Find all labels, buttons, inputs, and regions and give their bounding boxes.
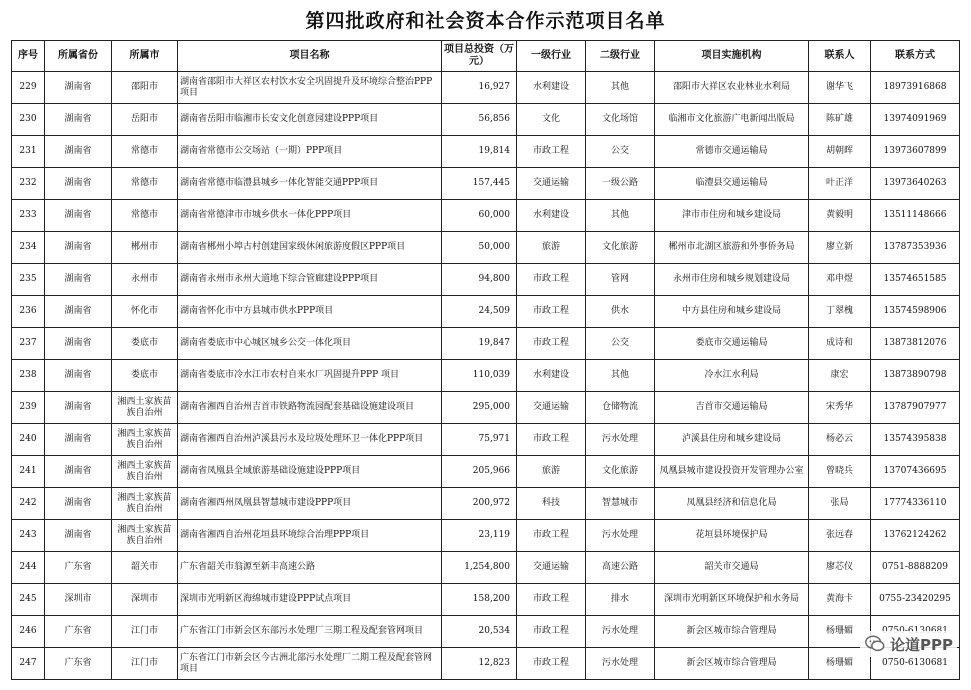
cell-industry-2: 其他 <box>586 360 655 392</box>
cell-agency: 娄底市交通运输局 <box>655 328 809 360</box>
table-row <box>12 456 960 488</box>
cell-investment: 56,856 <box>442 104 517 136</box>
cell-city: 永州市 <box>112 264 178 296</box>
cell-city: 娄底市 <box>112 360 178 392</box>
cell-contact: 曾晓兵 <box>809 456 871 488</box>
cell-project-name: 湖南省凤凰县全域旅游基础设施建设PPP项目 <box>178 456 442 488</box>
cell-industry-2: 污水处理 <box>586 424 655 456</box>
cell-phone: 13787353936 <box>871 232 960 264</box>
cell-no: 236 <box>12 296 45 328</box>
cell-contact: 谢华飞 <box>809 72 871 104</box>
cell-project-name: 湖南省邵阳市大祥区农村饮水安全巩固提升及环境综合整治PPP项目 <box>178 72 442 104</box>
cell-investment: 24,509 <box>442 296 517 328</box>
cell-contact: 廖芯仪 <box>809 552 871 584</box>
cell-industry-2: 排水 <box>586 584 655 616</box>
watermark <box>860 631 957 657</box>
cell-agency: 冷水江水利局 <box>655 360 809 392</box>
cell-project-name: 湖南省湘西州凤凰县智慧城市建设PPP项目 <box>178 488 442 520</box>
cell-agency: 花垣县环境保护局 <box>655 520 809 552</box>
cell-industry-1: 旅游 <box>517 456 586 488</box>
cell-industry-1: 水利建设 <box>517 72 586 104</box>
cell-contact: 邓申煜 <box>809 264 871 296</box>
cell-industry-1: 市政工程 <box>517 616 586 648</box>
cell-investment: 158,200 <box>442 584 517 616</box>
cell-contact: 杨必云 <box>809 424 871 456</box>
cell-contact: 成诗和 <box>809 328 871 360</box>
cell-province: 广东省 <box>45 552 112 584</box>
cell-phone: 13574395838 <box>871 424 960 456</box>
header-project-name: 项目名称 <box>178 41 442 72</box>
cell-project-name: 湖南省常德市临澧县城乡一体化智能交通PPP项目 <box>178 168 442 200</box>
cell-contact: 宋秀华 <box>809 392 871 424</box>
watermark-text: 论道PPP <box>890 635 953 654</box>
header-row <box>12 41 960 72</box>
cell-no: 230 <box>12 104 45 136</box>
table-row <box>12 104 960 136</box>
cell-province: 广东省 <box>45 648 112 680</box>
cell-phone: 13873812076 <box>871 328 960 360</box>
cell-city: 深圳市 <box>112 584 178 616</box>
cell-project-name: 湖南省岳阳市临湘市长安文化创意园建设PPP项目 <box>178 104 442 136</box>
cell-industry-1: 市政工程 <box>517 296 586 328</box>
cell-city: 怀化市 <box>112 296 178 328</box>
cell-industry-2: 公交 <box>586 136 655 168</box>
cell-province: 湖南省 <box>45 232 112 264</box>
cell-industry-1: 市政工程 <box>517 264 586 296</box>
cell-industry-1: 市政工程 <box>517 520 586 552</box>
cell-province: 湖南省 <box>45 104 112 136</box>
table-row <box>12 72 960 104</box>
cell-no: 241 <box>12 456 45 488</box>
cell-project-name: 深圳市光明新区海绵城市建设PPP试点项目 <box>178 584 442 616</box>
cell-agency: 凤凰县经济和信息化局 <box>655 488 809 520</box>
cell-phone: 0751-8888209 <box>871 552 960 584</box>
cell-phone: 13707436695 <box>871 456 960 488</box>
cell-industry-2: 污水处理 <box>586 616 655 648</box>
table-row <box>12 488 960 520</box>
header-investment: 项目总投资（万元） <box>442 41 517 72</box>
cell-agency: 邵阳市大祥区农业林业水利局 <box>655 72 809 104</box>
cell-province: 湖南省 <box>45 72 112 104</box>
cell-industry-2: 污水处理 <box>586 648 655 680</box>
cell-investment: 94,800 <box>442 264 517 296</box>
cell-industry-2: 文化旅游 <box>586 456 655 488</box>
cell-city: 常德市 <box>112 136 178 168</box>
table-row <box>12 296 960 328</box>
project-table <box>11 40 960 680</box>
cell-no: 247 <box>12 648 45 680</box>
cell-contact: 黄海卡 <box>809 584 871 616</box>
cell-city: 常德市 <box>112 168 178 200</box>
cell-phone: 13574651585 <box>871 264 960 296</box>
cell-province: 湖南省 <box>45 456 112 488</box>
cell-no: 237 <box>12 328 45 360</box>
header-phone: 联系方式 <box>871 41 960 72</box>
cell-phone: 13873890798 <box>871 360 960 392</box>
cell-industry-2: 污水处理 <box>586 520 655 552</box>
cell-industry-1: 市政工程 <box>517 328 586 360</box>
table-row <box>12 616 960 648</box>
cell-contact: 黄毅明 <box>809 200 871 232</box>
cell-phone: 13762124262 <box>871 520 960 552</box>
cell-agency: 常德市交通运输局 <box>655 136 809 168</box>
cell-province: 湖南省 <box>45 520 112 552</box>
cell-agency: 泸溪县住房和城乡建设局 <box>655 424 809 456</box>
table-row <box>12 520 960 552</box>
cell-no: 244 <box>12 552 45 584</box>
table-row <box>12 392 960 424</box>
cell-investment: 19,814 <box>442 136 517 168</box>
cell-contact: 陈矿雄 <box>809 104 871 136</box>
cell-agency: 新会区城市综合管理局 <box>655 616 809 648</box>
chat-bubble-icon <box>864 633 886 655</box>
cell-industry-2: 文化场馆 <box>586 104 655 136</box>
cell-contact: 康宏 <box>809 360 871 392</box>
cell-investment: 19,847 <box>442 328 517 360</box>
cell-agency: 中方县住房和城乡建设局 <box>655 296 809 328</box>
cell-phone: 13973640263 <box>871 168 960 200</box>
cell-project-name: 湖南省湘西自治州泸溪县污水及垃圾处理环卫一体化PPP项目 <box>178 424 442 456</box>
cell-project-name: 广东省韶关市翁源至新丰高速公路 <box>178 552 442 584</box>
cell-project-name: 湖南省湘西自治州吉首市铁路物流园配套基础设施建设项目 <box>178 392 442 424</box>
cell-province: 湖南省 <box>45 488 112 520</box>
cell-phone: 13574598906 <box>871 296 960 328</box>
cell-no: 229 <box>12 72 45 104</box>
cell-investment: 50,000 <box>442 232 517 264</box>
cell-no: 246 <box>12 616 45 648</box>
header-province: 所属省份 <box>45 41 112 72</box>
cell-phone: 13787907977 <box>871 392 960 424</box>
cell-contact: 叶正洋 <box>809 168 871 200</box>
table-row <box>12 232 960 264</box>
cell-agency: 郴州市北湖区旅游和外事侨务局 <box>655 232 809 264</box>
cell-city: 常德市 <box>112 200 178 232</box>
cell-phone: 0750-6130681 <box>871 648 960 680</box>
cell-project-name: 湖南省娄底市中心城区城乡公交一体化项目 <box>178 328 442 360</box>
cell-agency: 永州市住房和城乡规划建设局 <box>655 264 809 296</box>
cell-province: 湖南省 <box>45 264 112 296</box>
cell-project-name: 湖南省永州市永州大道地下综合管廊建设PPP项目 <box>178 264 442 296</box>
cell-no: 235 <box>12 264 45 296</box>
cell-industry-2: 公交 <box>586 328 655 360</box>
cell-city: 江门市 <box>112 616 178 648</box>
cell-industry-1: 文化 <box>517 104 586 136</box>
cell-agency: 韶关市交通局 <box>655 552 809 584</box>
cell-industry-1: 交通运输 <box>517 168 586 200</box>
cell-contact: 廖立新 <box>809 232 871 264</box>
cell-province: 湖南省 <box>45 392 112 424</box>
cell-city: 湘西土家族苗族自治州 <box>112 424 178 456</box>
cell-agency: 津市市住房和城乡建设局 <box>655 200 809 232</box>
cell-contact: 张局 <box>809 488 871 520</box>
cell-industry-2: 智慧城市 <box>586 488 655 520</box>
cell-industry-2: 供水 <box>586 296 655 328</box>
cell-city: 江门市 <box>112 648 178 680</box>
cell-contact: 杨珊媚 <box>809 616 871 648</box>
cell-city: 邵阳市 <box>112 72 178 104</box>
cell-no: 242 <box>12 488 45 520</box>
cell-industry-1: 市政工程 <box>517 584 586 616</box>
cell-no: 234 <box>12 232 45 264</box>
cell-investment: 157,445 <box>442 168 517 200</box>
cell-investment: 295,000 <box>442 392 517 424</box>
cell-province: 湖南省 <box>45 136 112 168</box>
cell-province: 湖南省 <box>45 296 112 328</box>
cell-agency: 新会区城市综合管理局 <box>655 648 809 680</box>
cell-industry-2: 文化旅游 <box>586 232 655 264</box>
cell-agency: 临湘市文化旅游广电新闻出版局 <box>655 104 809 136</box>
cell-phone: 13511148666 <box>871 200 960 232</box>
cell-investment: 205,966 <box>442 456 517 488</box>
cell-industry-1: 市政工程 <box>517 424 586 456</box>
cell-industry-1: 交通运输 <box>517 552 586 584</box>
cell-investment: 60,000 <box>442 200 517 232</box>
cell-phone: 17774336110 <box>871 488 960 520</box>
cell-industry-2: 高速公路 <box>586 552 655 584</box>
cell-industry-1: 科技 <box>517 488 586 520</box>
cell-project-name: 湖南省湘西自治州花垣县环境综合治理PPP项目 <box>178 520 442 552</box>
cell-province: 广东省 <box>45 616 112 648</box>
cell-project-name: 湖南省常德津市市城乡供水一体化PPP项目 <box>178 200 442 232</box>
cell-contact: 丁翠槐 <box>809 296 871 328</box>
header-industry-2: 二级行业 <box>586 41 655 72</box>
cell-city: 湘西土家族苗族自治州 <box>112 488 178 520</box>
cell-industry-2: 仓储物流 <box>586 392 655 424</box>
cell-province: 湖南省 <box>45 168 112 200</box>
cell-investment: 16,927 <box>442 72 517 104</box>
table-row <box>12 584 960 616</box>
cell-agency: 临澧县交通运输局 <box>655 168 809 200</box>
cell-no: 233 <box>12 200 45 232</box>
table-row <box>12 136 960 168</box>
cell-phone: 18973916868 <box>871 72 960 104</box>
cell-investment: 200,972 <box>442 488 517 520</box>
cell-project-name: 湖南省常德市公交场站（一期）PPP项目 <box>178 136 442 168</box>
cell-city: 湘西土家族苗族自治州 <box>112 456 178 488</box>
cell-investment: 110,039 <box>442 360 517 392</box>
cell-no: 231 <box>12 136 45 168</box>
cell-city: 湘西土家族苗族自治州 <box>112 392 178 424</box>
cell-project-name: 广东省江门市新会区今古洲北部污水处理厂二期工程及配套管网项目 <box>178 648 442 680</box>
cell-industry-1: 水利建设 <box>517 200 586 232</box>
header-contact: 联系人 <box>809 41 871 72</box>
table-row <box>12 328 960 360</box>
cell-no: 239 <box>12 392 45 424</box>
table-row <box>12 360 960 392</box>
cell-agency: 吉首市交通运输局 <box>655 392 809 424</box>
table-row <box>12 168 960 200</box>
cell-contact: 张远春 <box>809 520 871 552</box>
cell-city: 湘西土家族苗族自治州 <box>112 520 178 552</box>
table-row <box>12 648 960 680</box>
cell-province: 湖南省 <box>45 424 112 456</box>
header-no: 序号 <box>12 41 45 72</box>
cell-industry-1: 水利建设 <box>517 360 586 392</box>
cell-industry-2: 其他 <box>586 200 655 232</box>
cell-no: 238 <box>12 360 45 392</box>
cell-no: 245 <box>12 584 45 616</box>
cell-industry-2: 一级公路 <box>586 168 655 200</box>
cell-project-name: 广东省江门市新会区东部污水处理厂三期工程及配套管网项目 <box>178 616 442 648</box>
cell-province: 湖南省 <box>45 328 112 360</box>
cell-phone: 13974091969 <box>871 104 960 136</box>
cell-city: 娄底市 <box>112 328 178 360</box>
cell-no: 232 <box>12 168 45 200</box>
table-row <box>12 264 960 296</box>
cell-province: 湖南省 <box>45 360 112 392</box>
table-row <box>12 424 960 456</box>
cell-industry-1: 市政工程 <box>517 136 586 168</box>
cell-project-name: 湖南省娄底市冷水江市农村自来水厂巩固提升PPP 项目 <box>178 360 442 392</box>
cell-contact: 杨珊媚 <box>809 648 871 680</box>
cell-province: 湖南省 <box>45 200 112 232</box>
header-industry-1: 一级行业 <box>517 41 586 72</box>
cell-city: 岳阳市 <box>112 104 178 136</box>
cell-agency: 深圳市光明新区环境保护和水务局 <box>655 584 809 616</box>
cell-no: 243 <box>12 520 45 552</box>
cell-investment: 75,971 <box>442 424 517 456</box>
cell-province: 深圳市 <box>45 584 112 616</box>
cell-contact: 胡朝晖 <box>809 136 871 168</box>
cell-phone: 13973607899 <box>871 136 960 168</box>
cell-investment: 23,119 <box>442 520 517 552</box>
cell-no: 240 <box>12 424 45 456</box>
cell-industry-1: 交通运输 <box>517 392 586 424</box>
cell-city: 郴州市 <box>112 232 178 264</box>
header-agency: 项目实施机构 <box>655 41 809 72</box>
page-title: 第四批政府和社会资本合作示范项目名单 <box>305 10 666 32</box>
cell-phone: 0755-23420295 <box>871 584 960 616</box>
table-row <box>12 552 960 584</box>
cell-industry-1: 旅游 <box>517 232 586 264</box>
cell-industry-1: 市政工程 <box>517 648 586 680</box>
cell-project-name: 湖南省郴州小埠古村创建国家级休闲旅游度假区PPP项目 <box>178 232 442 264</box>
cell-industry-2: 其他 <box>586 72 655 104</box>
header-city: 所属市 <box>112 41 178 72</box>
cell-investment: 12,823 <box>442 648 517 680</box>
cell-city: 韶关市 <box>112 552 178 584</box>
cell-agency: 凤凰县城市建设投资开发管理办公室 <box>655 456 809 488</box>
cell-project-name: 湖南省怀化市中方县城市供水PPP项目 <box>178 296 442 328</box>
table-row <box>12 200 960 232</box>
cell-investment: 20,534 <box>442 616 517 648</box>
cell-industry-2: 管网 <box>586 264 655 296</box>
cell-investment: 1,254,800 <box>442 552 517 584</box>
